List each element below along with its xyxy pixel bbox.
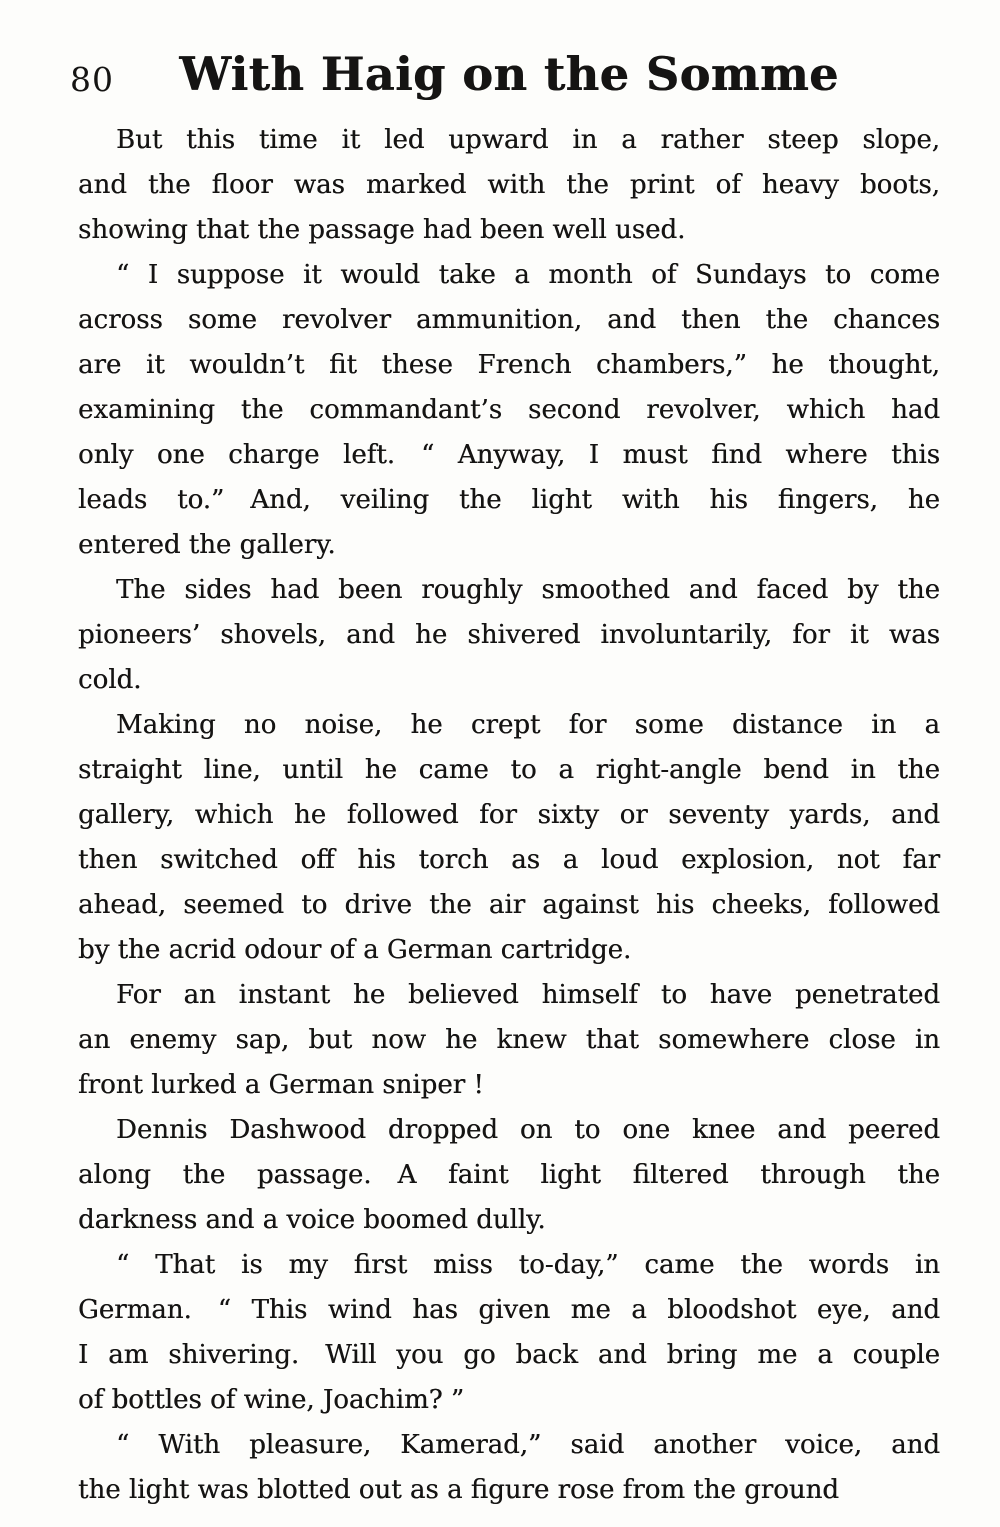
paragraph [78, 1243, 940, 1423]
text-line: “ That is my first miss to-day,” came the words in [116, 1250, 940, 1280]
paragraph [78, 253, 940, 568]
paragraph [78, 118, 940, 253]
text-line: For an instant he believed himself to have penetrated [116, 980, 940, 1010]
text-line: The sides had been roughly smoothed and faced by the [116, 575, 940, 605]
text-line: straight line, until he came to a right-angle bend in the [78, 755, 940, 785]
text-line: of bottles of wine, Joachim? ” [78, 1385, 465, 1415]
text-line: German. “ This wind has given me a bloodshot eye, and [78, 1295, 940, 1325]
text-line: leads to.” And, veiling the light with his fingers, he [78, 485, 940, 515]
page-number: 80 [70, 60, 114, 99]
text-line: “ I suppose it would take a month of Sundays to come [116, 260, 940, 290]
text-line: an enemy sap, but now he knew that somewhere close in [78, 1025, 940, 1055]
text-line: front lurked a German sniper ! [78, 1070, 484, 1100]
text-line: along the passage. A faint light filtered through the [78, 1160, 940, 1190]
text-line: I am shivering. Will you go back and bring me a couple [78, 1340, 940, 1370]
text-line: ahead, seemed to drive the air against his cheeks, followed [78, 890, 940, 920]
text-line: by the acrid odour of a German cartridge. [78, 935, 632, 965]
text-line: entered the gallery. [78, 530, 336, 560]
text-line: examining the commandant’s second revolver, which had [78, 395, 940, 425]
text-line: darkness and a voice boomed dully. [78, 1205, 546, 1235]
text-line: and the floor was marked with the print of heavy boots, [78, 170, 940, 200]
running-title: With Haig on the Somme [179, 47, 839, 101]
text-line: But this time it led upward in a rather steep slope, [116, 125, 940, 155]
text-line: then switched off his torch as a loud explosion, not far [78, 845, 940, 875]
paragraph [78, 703, 940, 973]
paragraph [78, 1108, 940, 1243]
text-line: Making no noise, he crept for some distance in a [116, 710, 940, 740]
text-line: only one charge left. “ Anyway, I must find where this [78, 440, 940, 470]
text-line: cold. [78, 665, 142, 695]
text-line: across some revolver ammunition, and then the chances [78, 305, 940, 335]
page-header [70, 46, 940, 106]
text-line: the light was blotted out as a figure rose from the ground [78, 1475, 839, 1505]
text-line: pioneers’ shovels, and he shivered involuntarily, for it was [78, 620, 940, 650]
paragraph [78, 1423, 940, 1513]
text-line: “ With pleasure, Kamerad,” said another voice, and [116, 1430, 940, 1460]
text-line: showing that the passage had been well used. [78, 215, 686, 245]
text-line: gallery, which he followed for sixty or seventy yards, and [78, 800, 940, 830]
paragraph [78, 973, 940, 1108]
page-text [78, 118, 940, 1513]
text-line: are it wouldn’t fit these French chambers,” he thought, [78, 350, 940, 380]
paragraph [78, 568, 940, 703]
text-line: Dennis Dashwood dropped on to one knee and peered [116, 1115, 940, 1145]
